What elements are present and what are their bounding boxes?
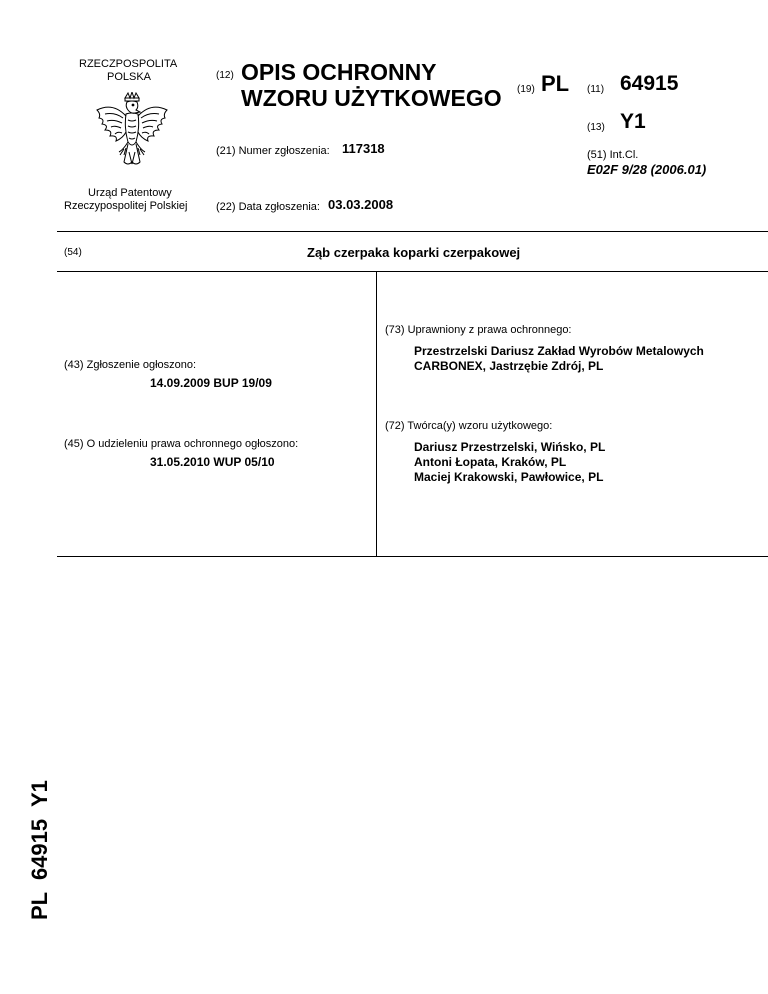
publication-value: 14.09.2009 BUP 19/09 [150, 376, 272, 390]
owner-line1: Przestrzelski Dariusz Zakład Wyrobów Metalowych [414, 344, 704, 358]
classification: E02F 9/28 (2006.01) [587, 162, 707, 177]
owner-label: (73) Uprawniony z prawa ochronnego: [385, 324, 572, 336]
application-number: 117318 [342, 141, 385, 156]
document-kind: Y1 [620, 110, 646, 133]
creator-3: Maciej Krakowski, Pawłowice, PL [414, 470, 604, 484]
grant-publication-label: (45) O udzieleniu prawa ochronnego ogłoszono: [64, 438, 299, 450]
code-54: (54) [64, 247, 82, 258]
creators-label: (72) Twórca(y) wzoru użytkowego: [385, 420, 553, 432]
side-document-id: PL 64915 Y1 [27, 780, 52, 920]
patent-office-line2: Rzeczypospolitej Polskiej [64, 200, 188, 212]
grant-publication-value: 31.05.2010 WUP 05/10 [150, 455, 275, 469]
utility-model-title: Ząb czerpaka koparki czerpakowej [307, 245, 521, 260]
rule-bottom [57, 556, 768, 557]
publication-label: (43) Zgłoszenie ogłoszono: [64, 359, 197, 371]
country-name-line1: RZECZPOSPOLITA [79, 58, 178, 70]
int-cl-label: (51) Int.Cl. [587, 149, 639, 161]
owner-line2: CARBONEX, Jastrzębie Zdrój, PL [414, 359, 604, 373]
code-19: (19) [517, 84, 535, 95]
filing-date-label: (22) Data zgłoszenia: [216, 201, 320, 213]
filing-date: 03.03.2008 [328, 197, 394, 212]
code-13: (13) [587, 122, 605, 133]
country-name-line2: POLSKA [107, 71, 152, 83]
column-divider [376, 271, 377, 557]
country-code: PL [541, 71, 570, 96]
document-title-line2: WZORU UŻYTKOWEGO [241, 85, 502, 111]
creator-1: Dariusz Przestrzelski, Wińsko, PL [414, 440, 606, 454]
document-number: 64915 [620, 72, 679, 95]
white-eagle-emblem-icon [93, 92, 171, 178]
rule-middle [57, 271, 768, 272]
document-title-line1: OPIS OCHRONNY [241, 59, 437, 85]
rule-top [57, 231, 768, 232]
creator-2: Antoni Łopata, Kraków, PL [414, 455, 567, 469]
code-12: (12) [216, 70, 234, 81]
code-11: (11) [587, 84, 605, 95]
application-number-label: (21) Numer zgłoszenia: [216, 145, 330, 157]
patent-office-line1: Urząd Patentowy [88, 187, 172, 199]
